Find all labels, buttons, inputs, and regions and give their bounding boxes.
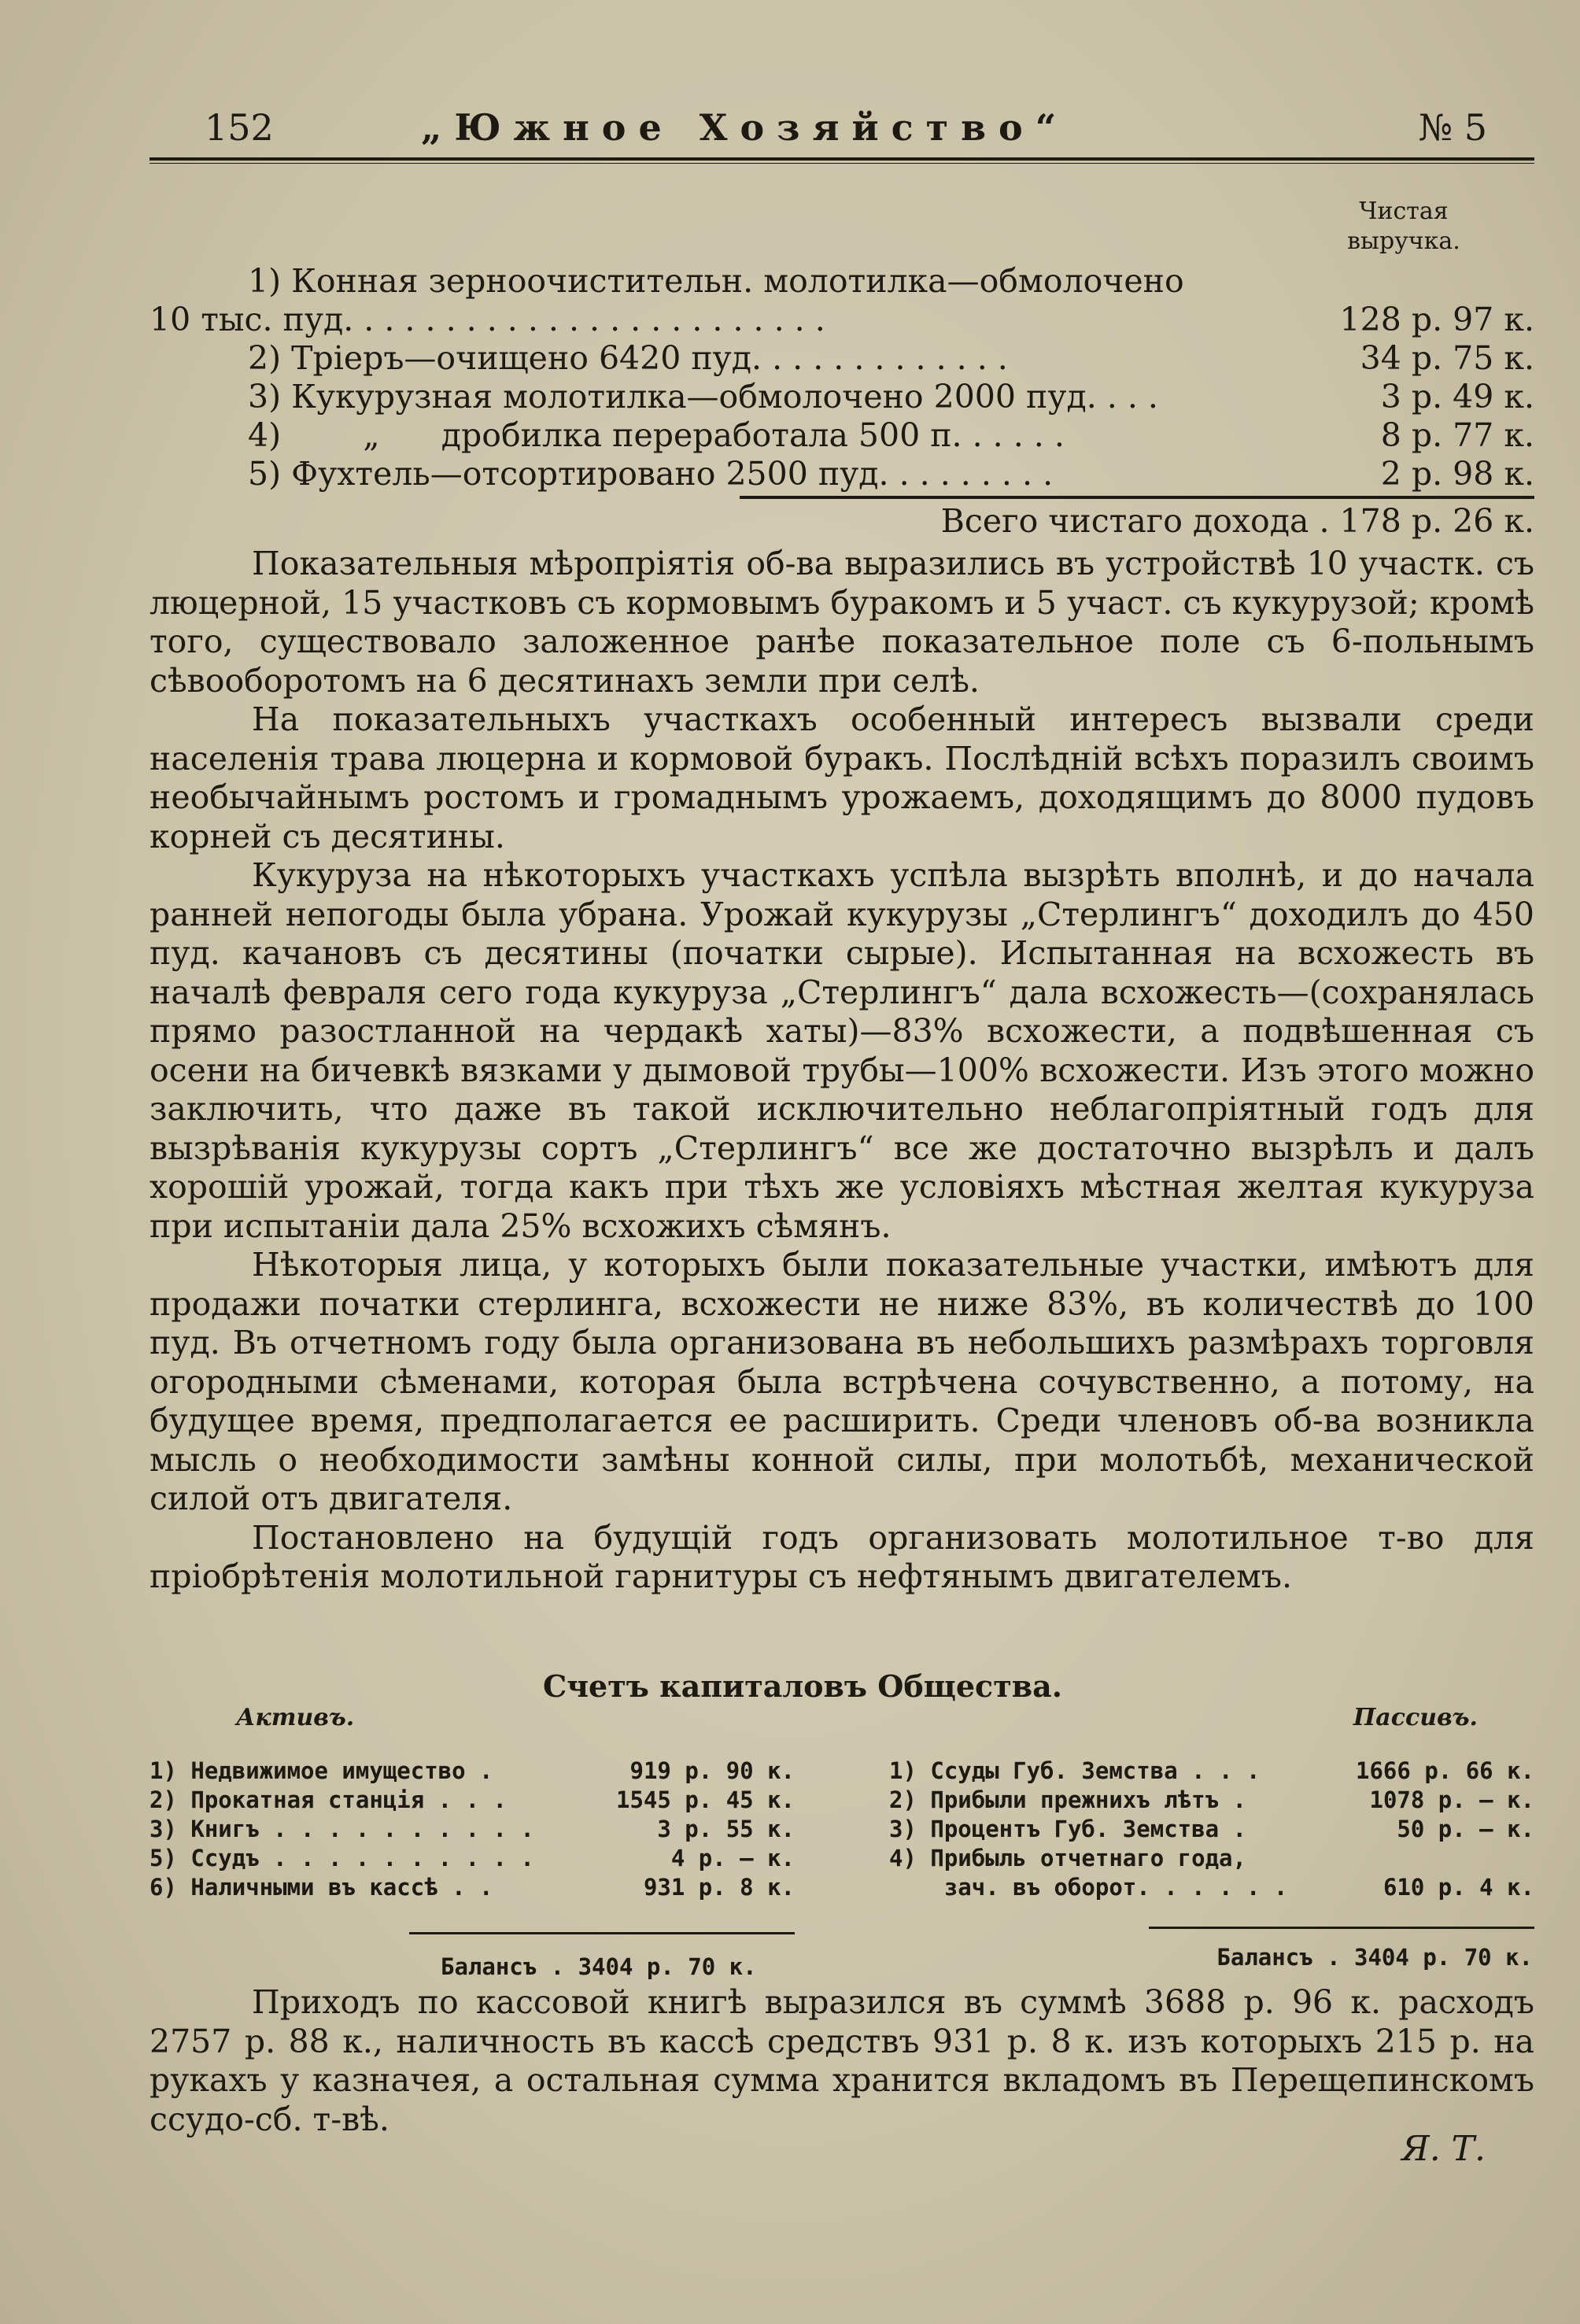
assets-balance: Балансъ . 3404 р. 70 к. — [441, 1953, 757, 1980]
list-item: 1) Ссуды Губ. Земства . . . 1666 р. 66 к. — [889, 1757, 1534, 1784]
paragraph: Постановлено на будущій годъ организовать молотильное т-во для пріобрѣтенія молотильной гарнитуры съ нефтянымъ двигателемъ. — [150, 1518, 1534, 1595]
page-number: 152 — [205, 106, 274, 149]
closing-text — [150, 1983, 1534, 2139]
list-item: 5) Ссудъ . . . . . . . . . . 4 р. — к. — [150, 1845, 795, 1871]
table-row — [150, 262, 1534, 301]
total-rule — [740, 496, 1534, 499]
list-item: 1) Недвижимое имущество . 919 р. 90 к. — [150, 1757, 795, 1784]
list-item: 3) Книгъ . . . . . . . . . . 3 р. 55 к. — [150, 1816, 795, 1842]
paragraph: Показательныя мѣропріятія об-ва выразились въ устройствѣ 10 участк. съ люцерной, 15 участковъ съ кормовымъ буракомъ и 5 участ. съ кукурузой; кромѣ того, существовало заложенное ранѣе показательное поле съ 6-польнымъ сѣвооборотомъ на 6 десятинахъ земли при селѣ. — [150, 545, 1534, 700]
liabilities-heading: Пассивъ. — [1353, 1704, 1478, 1731]
paragraph: Приходъ по кассовой книгѣ выразился въ суммѣ 3688 р. 96 к. расходъ 2757 р. 88 к., наличность въ кассѣ средствъ 931 р. 8 к. изъ которыхъ 215 р. на рукахъ у казначея, а остальная сумма хранится вкладомъ въ Перещепинскомъ ссудо-сб. т-вѣ. — [150, 1983, 1534, 2138]
header-rule-thin — [150, 163, 1534, 164]
total-row — [150, 502, 1534, 541]
list-item: 3) Процентъ Губ. Земства . 50 р. — к. — [889, 1816, 1534, 1842]
row-label: 1) Конная зерноочистительн. молотилка—обмолочено — [248, 262, 1184, 300]
list-item: 6) Наличными въ кассѣ . . 931 р. 8 к. — [150, 1874, 795, 1901]
paragraph: На показательныхъ участкахъ особенный интересъ вызвали среди населенія трава люцерна и кормовой буракъ. Послѣдній всѣхъ поразилъ своимъ необычайнымъ ростомъ и громаднымъ урожаемъ, доходящимъ до 8000 пудовъ корней съ десятины. — [150, 700, 1534, 855]
assets-balance-rule — [409, 1932, 795, 1934]
list-item: 4) Прибыль отчетнаго года, — [889, 1845, 1246, 1871]
row-label: 4) „ дробилка переработала 500 п. . . . . . — [248, 416, 1065, 454]
page-header — [150, 106, 1487, 153]
row-label: 3) Кукурузная молотилка—обмолочено 2000 пуд. . . . — [248, 378, 1158, 416]
journal-title: „Южное Хозяйство“ — [421, 106, 1069, 149]
liabilities-balance-rule — [1149, 1927, 1534, 1929]
row-amount: 8 р. 77 к. — [1380, 416, 1534, 454]
row-amount: 3 р. 49 к. — [1380, 378, 1534, 416]
assets-heading: Активъ. — [236, 1704, 355, 1731]
net-revenue-column-header: Чистая выручка. — [1347, 198, 1460, 255]
table-row — [150, 301, 1534, 339]
accounts-title: Счетъ капиталовъ Общества. — [543, 1668, 1062, 1704]
row-label: 2) Тріеръ—очищено 6420 пуд. . . . . . . . . . . . . — [248, 339, 1008, 377]
table-row — [150, 455, 1534, 493]
main-text — [150, 545, 1534, 1597]
paragraph: Нѣкоторыя лица, у которыхъ были показательные участки, имѣютъ для продажи початки стерлинга, всхожести не ниже 83%, въ количествѣ до 100 пуд. Въ отчетномъ году была организована въ небольшихъ размѣрахъ торговля огородными сѣменами, которая была встрѣчена сочувственно, а потому, на будущее время, предполагается ее расширить. Среди членовъ об-ва возникла мысль о необходимости замѣны конной силы, при молотьбѣ, механической силой отъ двигателя. — [150, 1246, 1534, 1517]
total-amount: Всего чистаго дохода . 178 р. 26 к. — [940, 502, 1534, 540]
signature: Я. Т. — [1401, 2129, 1486, 2169]
row-amount: 128 р. 97 к. — [1339, 301, 1534, 338]
table-row — [150, 378, 1534, 416]
income-total — [150, 502, 1534, 541]
list-item: 2) Прокатная станція . . . 1545 р. 45 к. — [150, 1786, 795, 1813]
issue-number: № 5 — [1418, 106, 1487, 149]
liabilities-balance: Балансъ . 3404 р. 70 к. — [1216, 1944, 1533, 1971]
header-rule — [150, 157, 1534, 161]
row-amount: 34 р. 75 к. — [1360, 339, 1534, 377]
liabilities-list — [889, 1757, 1534, 1902]
table-row — [150, 416, 1534, 455]
row-amount: 2 р. 98 к. — [1380, 455, 1534, 493]
paragraph: Кукуруза на нѣкоторыхъ участкахъ успѣла вызрѣть вполнѣ, и до начала ранней непогоды была убрана. Урожай кукурузы „Стерлингъ“ доходилъ до 450 пуд. качановъ съ десятины (початки сырые). Испытанная на всхожесть въ началѣ февраля сего года кукуруза „Стерлингъ“ дала всхожесть—(сохранялась прямо разостланной на чердакѣ хаты)—83% всхожести, а подвѣшенная съ осени на бичевкѣ вязками у дымовой трубы—100% всхожести. Изъ этого можно заключить, что даже въ такой исключительно неблагопріятный годъ для вызрѣванія кукурузы сортъ „Стерлингъ“ все же достаточно вызрѣлъ и далъ хорошій урожай, тогда какъ при тѣхъ же условіяхъ мѣстная желтая кукуруза при испытаніи дала 25% всхожихъ сѣмянъ. — [150, 856, 1534, 1245]
list-item: зач. въ оборот. . . . . . 610 р. 4 к. — [889, 1874, 1534, 1901]
list-item: 2) Прибыли прежнихъ лѣтъ . 1078 р. — к. — [889, 1786, 1534, 1813]
row-label: 10 тыс. пуд. . . . . . . . . . . . . . . . . . . . . . . . — [150, 301, 825, 338]
table-row — [150, 339, 1534, 378]
income-table — [150, 262, 1534, 493]
assets-list — [150, 1757, 795, 1902]
row-label: 5) Фухтель—отсортировано 2500 пуд. . . . . . . . . — [248, 455, 1054, 493]
